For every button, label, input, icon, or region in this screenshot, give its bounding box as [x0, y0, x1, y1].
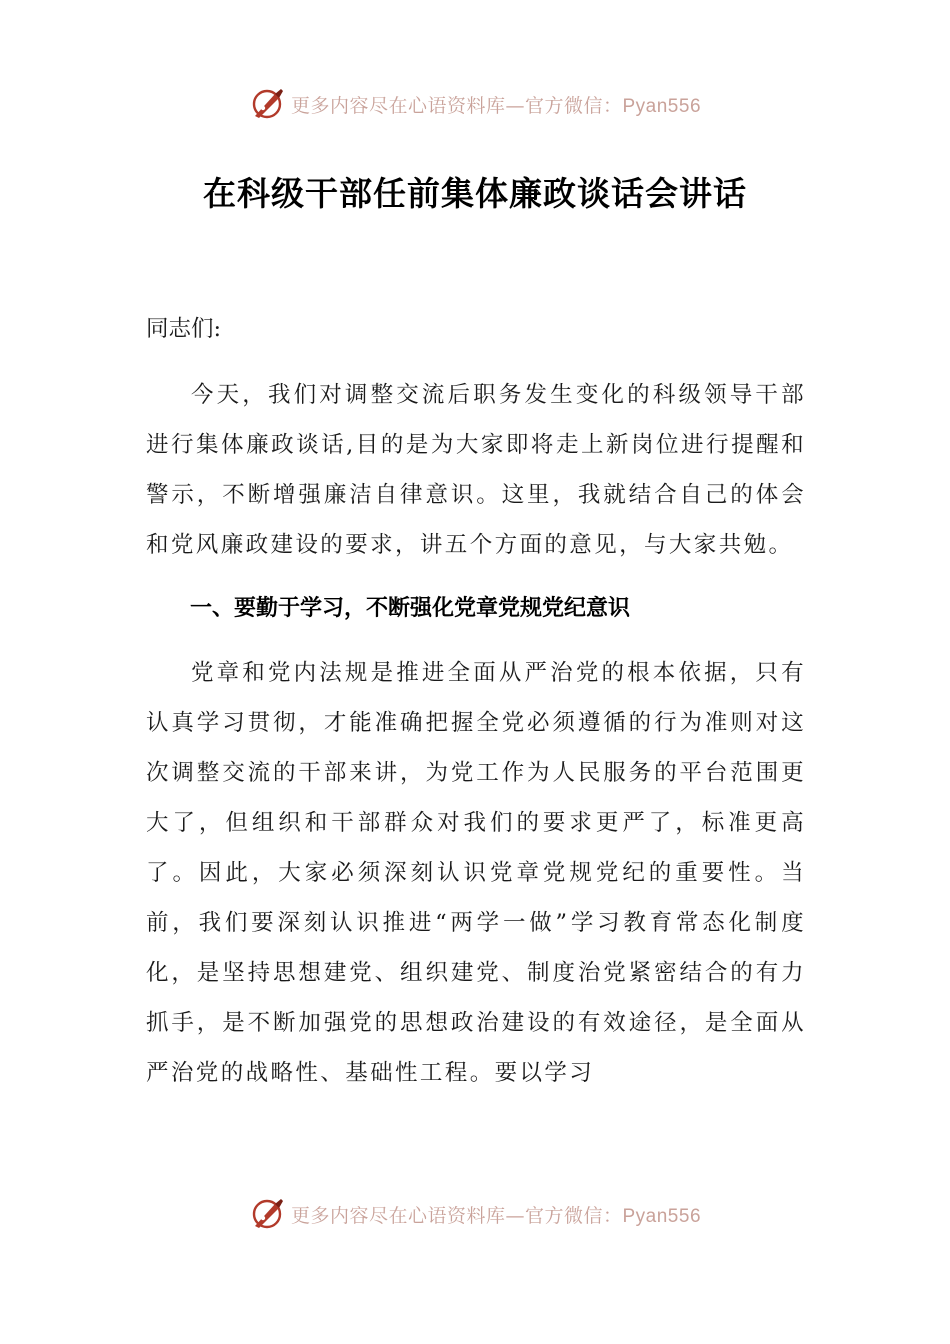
fountain-pen-logo-icon [249, 1196, 285, 1232]
intro-paragraph: 今天，我们对调整交流后职务发生变化的科级领导干部进行集体廉政谈话,目的是为大家即将走上新岗位进行提醒和警示，不断增强廉洁自律意识。这里，我就结合自己的体会和党风廉政建设的要求，讲五个方面的意见，与大家共勉。 [146, 382, 806, 558]
watermark-wechat-id: Pyan556 [622, 1205, 702, 1227]
watermark-header [0, 82, 950, 126]
watermark-text: 更多内容尽在心语资料库—官方微信：Pyan556 [290, 94, 702, 117]
section-heading-1: 一、要勤于学习，不断强化党章党规党纪意识 [190, 596, 631, 621]
watermark-footer [0, 1192, 950, 1236]
watermark-wechat-id: Pyan556 [622, 95, 702, 117]
document-title: 在科级干部任前集体廉政谈话会讲话 [203, 174, 747, 213]
fountain-pen-logo-icon [249, 86, 285, 122]
section-1-paragraph: 党章和党内法规是推进全面从严治党的根本依据，只有认真学习贯彻，才能准确把握全党必须遵循的行为准则对这次调整交流的干部来讲，为党工作为人民服务的平台范围更大了，但组织和干部群众对我们的要求更严了，标准更高了。因此，大家必须深刻认识党章党规党纪的重要性。当前，我们要深刻认识推进“两学一做”学习教育常态化制度化，是坚持思想建党、组织建党、制度治党紧密结合的有力抓手，是不断加强党的思想政治建设的有效途径，是全面从严治党的战略性、基础性工程。要以学习 [146, 660, 806, 1086]
salutation: 同志们: [146, 316, 222, 342]
document-body [146, 304, 806, 1112]
watermark-text: 更多内容尽在心语资料库—官方微信：Pyan556 [290, 1204, 702, 1227]
